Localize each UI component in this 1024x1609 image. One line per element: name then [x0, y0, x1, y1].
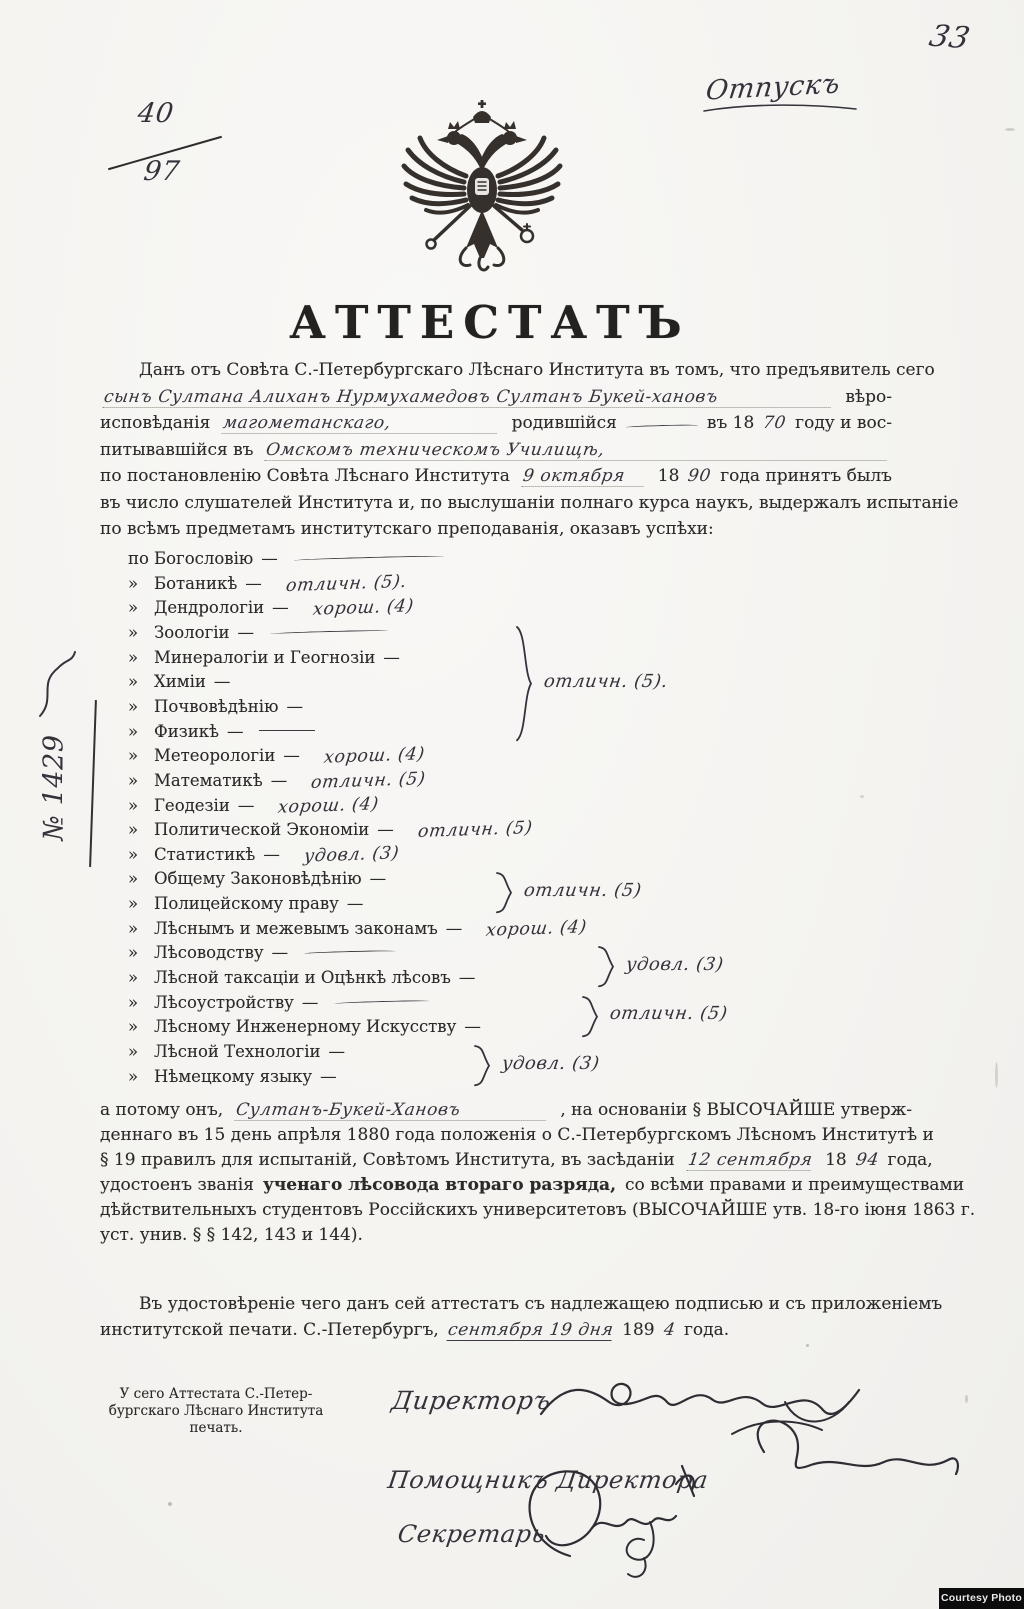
seal-note — [108, 1386, 324, 1437]
printed-text: питывавшійся въ — [100, 439, 254, 460]
handwritten-entry: сентября 19 дня — [446, 1320, 615, 1340]
subject-name: Статистикѣ — [154, 844, 256, 864]
printed-text: году и вос- — [795, 413, 892, 433]
blank-line — [626, 424, 698, 429]
handwritten-group-grade: отличн. (5) — [608, 1003, 730, 1025]
subject-dash: — — [272, 598, 289, 618]
subject-dash: — — [301, 992, 319, 1012]
subject-row — [128, 916, 589, 941]
subject-row — [128, 746, 424, 766]
handwritten-entry: 9 октября — [521, 466, 646, 487]
margin-rule-line — [89, 700, 97, 867]
subject-row — [128, 672, 234, 691]
secretary-label: Секретарь — [396, 1520, 548, 1548]
subject-row — [128, 1067, 341, 1086]
scan-speck — [965, 1395, 968, 1403]
handwritten-grade: хорош. (4) — [322, 744, 426, 768]
printed-text: родившійся — [511, 413, 617, 433]
text-line — [100, 519, 892, 546]
imperial-double-eagle-emblem — [396, 98, 568, 278]
subject-row — [128, 571, 408, 596]
subject-row — [128, 845, 399, 865]
scan-speck — [995, 1062, 998, 1088]
subject-ditto-mark: » — [128, 1017, 139, 1037]
subject-row — [128, 894, 367, 913]
handwritten-entry: 4 — [662, 1320, 677, 1340]
handwritten-entry: 90 — [686, 466, 713, 486]
text-line — [100, 492, 959, 520]
printed-text: года. — [684, 1320, 730, 1340]
printed-text: 189 — [622, 1320, 655, 1340]
margin-registry-number: № 1429 — [38, 734, 70, 841]
printed-text: года, — [887, 1150, 933, 1170]
text-line — [100, 1200, 976, 1225]
subject-row — [128, 722, 315, 741]
printed-text: въ число слушателей Института и, по выслушаніи полнаго курса наукъ, выдержалъ испытаніе — [100, 492, 959, 513]
subject-row — [128, 549, 444, 568]
subject-row — [128, 596, 415, 621]
handwritten-entry: 94 — [854, 1150, 880, 1170]
subject-name: Метеорологіи — [154, 746, 276, 766]
subject-row — [128, 869, 390, 888]
subject-dash: — — [226, 721, 244, 741]
handwritten-entry: Султанъ-Букей-Хановъ — [235, 1100, 549, 1121]
subject-ditto-mark: » — [128, 820, 139, 840]
subject-dash: — — [270, 770, 288, 790]
subject-dash: — — [383, 647, 400, 667]
subject-name: Лѣсоустройству — [154, 992, 294, 1012]
subject-name: Лѣсоводству — [154, 943, 264, 963]
secretary-signature — [500, 1460, 700, 1590]
subject-ditto-mark: » — [128, 573, 139, 593]
subject-row — [128, 943, 396, 962]
subject-dash: — — [320, 1066, 337, 1086]
subject-row — [128, 993, 430, 1012]
handwritten-grade: удовл. (3) — [302, 843, 401, 867]
handwritten-blank-line — [270, 629, 388, 635]
printed-text: 18 — [825, 1150, 847, 1170]
printed-text: Данъ отъ Совѣта С.-Петербургскаго Лѣснаго Института въ томъ, что предъявитель сего — [139, 360, 935, 380]
subject-dash: — — [245, 573, 262, 593]
subject-ditto-mark: » — [128, 968, 139, 988]
printed-text: деннаго въ 15 день апрѣля 1880 года положенія о С.-Петербургскомъ Лѣсномъ Институтѣ и — [100, 1125, 934, 1145]
subject-ditto-mark: » — [128, 746, 139, 766]
grade-group-brace — [494, 871, 516, 914]
subject-name: Физикѣ — [154, 721, 219, 741]
handwritten-entry: сынъ Султана Алиханъ Нурмухамедовъ Султанъ Букей-хановъ — [103, 387, 834, 408]
text-line — [100, 440, 892, 467]
scan-speck — [860, 795, 864, 798]
grade-group-brace — [514, 625, 536, 742]
director-label: Директоръ — [389, 1386, 554, 1415]
margin-flourish — [34, 646, 78, 720]
handwritten-entry: магометанскаго, — [222, 413, 500, 434]
subject-ditto-mark: » — [128, 869, 139, 889]
subject-name: Общему Законовѣдѣнію — [154, 869, 362, 889]
subject-ditto-mark: » — [128, 1066, 139, 1086]
text-line — [100, 466, 892, 493]
subject-name: Химіи — [154, 672, 206, 692]
subject-row — [128, 697, 307, 716]
subject-name: Политической Экономіи — [154, 820, 370, 840]
subject-name: Богословію — [154, 549, 254, 568]
scan-speck — [168, 1502, 172, 1506]
subject-dash: — — [286, 696, 303, 716]
subject-ditto-mark: » — [128, 894, 139, 914]
printed-text: по постановленію Совѣта Лѣснаго Института — [100, 466, 510, 486]
text-line — [100, 1150, 933, 1175]
subject-dash: — — [283, 746, 300, 766]
handwritten-grade: хорош. (4) — [277, 793, 381, 818]
seal-note-line: печать. — [189, 1420, 243, 1436]
printed-text: года принятъ былъ — [720, 466, 892, 486]
subject-ditto-mark: по — [128, 549, 149, 568]
release-note-underline — [700, 100, 860, 114]
handwritten-entry: Омскомъ техническомъ Училищѣ, — [265, 440, 889, 461]
printed-text: а потому онъ, — [100, 1100, 224, 1120]
subject-row — [128, 648, 404, 667]
document-title: АТТЕСТАТЪ — [289, 296, 691, 349]
subject-name: Лѣсной Технологіи — [154, 1042, 321, 1061]
subject-ditto-mark: » — [128, 1042, 139, 1061]
handwritten-group-grade: отличн. (5). — [542, 670, 670, 692]
handwritten-blank-line — [304, 950, 396, 955]
printed-text: 18 — [657, 466, 680, 486]
grade-group-brace — [580, 995, 602, 1038]
assistant-director-signature — [672, 1408, 962, 1513]
subject-ditto-mark: » — [128, 943, 139, 963]
subject-dash: — — [328, 1042, 345, 1061]
handwritten-group-grade: отличн. (5) — [522, 880, 644, 902]
printed-text: институтской печати. С.-Петербургъ, — [100, 1320, 439, 1340]
subject-ditto-mark: » — [128, 622, 139, 642]
subject-dash: — — [271, 943, 289, 963]
subject-ditto-mark: » — [128, 770, 139, 790]
attestation-paragraph — [100, 1294, 943, 1346]
handwritten-blank-line — [259, 730, 315, 733]
subject-ditto-mark: » — [128, 598, 139, 618]
subject-ditto-mark: » — [128, 795, 139, 815]
subject-dash: — — [377, 820, 394, 840]
subject-dash: — — [263, 844, 280, 864]
handwritten-group-grade: удовл. (3) — [624, 954, 726, 976]
fraction-numerator: 40 — [135, 98, 176, 129]
subject-dash: — — [464, 1017, 481, 1037]
printed-text: , на основаніи § ВЫСОЧАЙШЕ утверж- — [560, 1100, 912, 1120]
handwritten-entry: 12 сентября — [686, 1150, 814, 1170]
grade-group-brace — [596, 945, 618, 988]
subject-row — [128, 1017, 485, 1036]
subject-name: Математикѣ — [154, 770, 263, 790]
subject-dash: — — [237, 622, 254, 642]
printed-text: исповѣданія — [100, 413, 211, 433]
subject-row — [128, 1042, 349, 1061]
text-line — [100, 1225, 912, 1250]
handwritten-grade: хорош. (4) — [311, 596, 415, 621]
subject-dash: — — [213, 672, 231, 692]
folio-fraction — [112, 98, 222, 198]
subject-row — [128, 793, 381, 818]
subject-row — [128, 768, 427, 793]
grade-group-brace — [472, 1044, 494, 1087]
subject-name: Зоологіи — [154, 622, 230, 642]
subject-dash: — — [261, 549, 278, 568]
intro-paragraph — [100, 360, 959, 546]
printed-text: дѣйствительныхъ студентовъ Россійскихъ университетовъ (ВЫСОЧАЙШЕ утв. 18-го іюня 1863 г. — [100, 1200, 976, 1220]
subject-dash: — — [346, 894, 364, 914]
seal-note-line: У сего Аттестата С.-Петер- — [119, 1386, 313, 1402]
subject-ditto-mark: » — [128, 696, 139, 716]
subject-ditto-mark: » — [128, 672, 139, 692]
handwritten-release-note: Отпускъ — [704, 68, 843, 107]
subject-ditto-mark: » — [128, 918, 139, 938]
handwritten-grade: отличн. (5). — [284, 571, 408, 596]
subject-row — [128, 623, 388, 642]
printed-text: уст. унив. § § 142, 143 и 144). — [100, 1225, 363, 1245]
subject-name: Геодезіи — [154, 795, 230, 815]
fraction-denominator: 97 — [141, 156, 182, 187]
handwritten-grade: хорош. (4) — [484, 916, 589, 941]
scan-speck — [806, 1344, 809, 1347]
handwritten-grade: отличн. (5) — [416, 818, 534, 843]
seal-note-line: бургскаго Лѣснаго Института — [108, 1403, 324, 1419]
subject-name: Минералогіи и Геогнозіи — [154, 647, 376, 667]
subject-name: Почвовѣдѣнію — [154, 696, 279, 716]
subject-ditto-mark: » — [128, 647, 139, 667]
subjects-grades-list — [128, 549, 788, 1109]
subject-name: Дендрологіи — [154, 598, 265, 618]
subject-dash: — — [369, 869, 387, 889]
scan-speck — [1005, 128, 1015, 131]
printed-text: ученаго лѣсовода втораго разряда, — [262, 1175, 616, 1195]
printed-text: Въ удостовѣреніе чего данъ сей аттестатъ съ надлежащею подписью и съ приложеніемъ — [139, 1294, 943, 1314]
handwritten-group-grade: удовл. (3) — [500, 1052, 602, 1074]
subject-dash: — — [458, 968, 476, 988]
printed-text: § 19 правилъ для испытаній, Совѣтомъ Института, въ засѣданіи — [100, 1150, 675, 1170]
text-line — [100, 1175, 965, 1200]
subject-name: Нѣмецкому языку — [154, 1066, 313, 1086]
subject-dash: — — [237, 795, 255, 815]
subject-ditto-mark: » — [128, 844, 139, 864]
subject-name: Лѣсному Инженерному Искусству — [154, 1017, 457, 1037]
closing-paragraph — [100, 1100, 976, 1250]
handwritten-entry: 70 — [761, 413, 788, 433]
subject-name: Лѣснымъ и межевымъ законамъ — [154, 918, 438, 938]
handwritten-blank-line — [334, 999, 430, 1005]
printed-text: вѣро- — [845, 386, 892, 407]
handwritten-grade: отличн. (5) — [309, 768, 427, 793]
subject-ditto-mark: » — [128, 992, 139, 1012]
text-line — [100, 1320, 912, 1346]
printed-text: удостоенъ званія — [100, 1175, 254, 1195]
subject-name: Лѣсной таксаціи и Оцѣнкѣ лѣсовъ — [154, 968, 451, 988]
handwritten-blank-line — [294, 555, 444, 562]
courtesy-photo-watermark: Courtesy Photo — [939, 1588, 1024, 1609]
assistant-director-label: Помощникъ Директора — [386, 1466, 711, 1494]
printed-text: со всѣми правами и преимуществами — [625, 1175, 965, 1195]
text-line — [100, 1125, 934, 1150]
subject-name: Ботаникѣ — [154, 573, 238, 593]
text-line — [100, 387, 892, 414]
subject-dash: — — [445, 918, 463, 938]
text-line — [100, 1294, 943, 1320]
subject-row — [128, 818, 534, 843]
text-line — [100, 413, 892, 440]
text-line — [100, 360, 935, 387]
subject-row — [128, 968, 479, 987]
printed-text: въ 18 — [706, 413, 755, 433]
printed-text: по всѣмъ предметамъ институтскаго преподаванія, оказавъ успѣхи: — [100, 519, 714, 539]
subject-ditto-mark: » — [128, 721, 139, 741]
text-line — [100, 1100, 912, 1125]
handwritten-corner-number: 33 — [925, 18, 974, 57]
subject-name: Полицейскому праву — [154, 894, 339, 914]
